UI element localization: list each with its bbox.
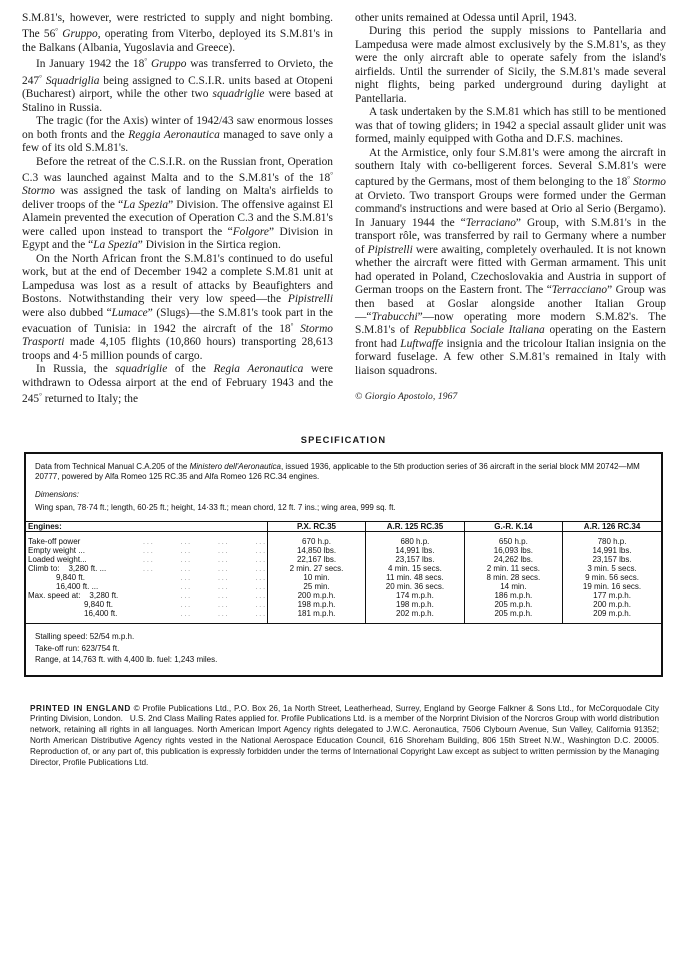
- engines-cell-1: 14,991 lbs.: [366, 546, 464, 555]
- engines-cell-2: 8 min. 28 secs.: [464, 573, 562, 582]
- engines-cell-2: 2 min. 11 secs.: [464, 564, 562, 573]
- leader-dots: ...: [180, 600, 192, 610]
- engines-column-header-2: G.-R. K.14: [464, 522, 562, 532]
- engines-cell-2: 186 m.p.h.: [464, 591, 562, 600]
- engines-table-row: [26, 546, 661, 555]
- article-body: [22, 12, 665, 407]
- engines-table-row: [26, 573, 661, 582]
- engines-cell-1: 20 min. 36 secs.: [366, 582, 464, 591]
- leader-dots: ...: [255, 546, 267, 556]
- leader-dots: ...: [217, 573, 230, 583]
- paragraph: The tragic (for the Axis) winter of 1942/43 saw enormous losses on both fronts and the Reggia Aeronautica managed to save only a few of its old S.M.81's.: [22, 115, 333, 155]
- engines-cell-2: 16,093 lbs.: [464, 546, 562, 555]
- engines-row-label: [26, 591, 267, 600]
- leader-dots: ...: [180, 546, 192, 556]
- engines-row-label-text: Loaded weight...: [28, 555, 87, 565]
- engines-cell-0: 2 min. 27 secs.: [267, 564, 365, 573]
- leader-dots: ...: [255, 591, 267, 601]
- engines-row-label: [26, 582, 267, 591]
- engines-cell-3: 3 min. 5 secs.: [563, 564, 661, 573]
- engines-row-label-text: Max. speed at: 3,280 ft.: [28, 591, 119, 601]
- engines-cell-0: 10 min.: [267, 573, 365, 582]
- engines-row-label-header: Engines:: [26, 522, 267, 532]
- printed-body: © Profile Publications Ltd., P.O. Box 26, 1a North Street, Leatherhead, Surrey, England by George Falkner & Sons Ltd., for McCorquodale City Printing Division, London. U.S. 2nd Class Mailing Rates applied for. Profile Publications Ltd. is a member of the Norprint Division of the Norcros Group with world distribution network, retaining all rights in all languages. North American Import Agency rights delegated to J.W.C. Aeronautica, 7506 Clybourn Avenue, Sun Valley, California 91352; North American Distributive Agency rights vested in the National Aerospace Education Council, 616 Shoreham Building, 806 15th Street N.W., Washington D.C. 20005. Reproduction of, or any part of, this publication is expressly forbidden under the terms of International Copyright Law except as subject to written permission by the Managing Director, Profile Publications Ltd.: [30, 703, 659, 767]
- engines-cell-1: 198 m.p.h.: [366, 600, 464, 609]
- engines-table: [26, 521, 661, 623]
- author-credit: © Giorgio Apostolo, 1967: [355, 391, 458, 403]
- leader-dots: ...: [142, 564, 155, 574]
- engines-cell-1: 174 m.p.h.: [366, 591, 464, 600]
- engines-cell-0: 22,167 lbs.: [267, 555, 365, 564]
- engines-cell-2: 14 min.: [464, 582, 562, 591]
- engines-cell-2: 24,262 lbs.: [464, 555, 562, 564]
- engines-cell-2: 650 h.p.: [464, 532, 562, 547]
- paragraph: A task undertaken by the S.M.81 which has still to be mentioned was that of towing gliders; in 1942 a special assault glider unit was formed, mainly equipped with Gotha and D.F.S. machines.: [355, 106, 666, 146]
- engines-row-label: [26, 546, 267, 555]
- engines-cell-1: 23,157 lbs.: [366, 555, 464, 564]
- engines-cell-1: 4 min. 15 secs.: [366, 564, 464, 573]
- engines-row-label: [26, 532, 267, 547]
- paragraph: S.M.81's, however, were restricted to supply and night bombing. The 56° Gruppo, operating from Viterbo, deployed its S.M.81's in the Balkans (Albania, Yugoslavia and Greece).: [22, 12, 333, 54]
- footnote: Stalling speed: 52/54 m.p.h.: [35, 632, 135, 642]
- engines-row-label: [26, 609, 267, 623]
- leader-dots: ...: [142, 537, 155, 547]
- engines-table-row: [26, 582, 661, 591]
- paragraph: other units remained at Odessa until April, 1943.: [355, 12, 577, 24]
- engines-table-row: [26, 591, 661, 600]
- leader-dots: ...: [255, 564, 267, 574]
- leader-dots: ...: [180, 582, 192, 592]
- engines-column-header-0: P.X. RC.35: [267, 522, 365, 532]
- printed-in-england-footer: [30, 704, 659, 769]
- engines-table-row: [26, 532, 661, 547]
- leader-dots: ...: [180, 573, 192, 583]
- paragraph: In January 1942 the 18° Gruppo was transferred to Orvieto, the 247° Squadriglia being assigned to C.S.I.R. units based at Otopeni (Bucharest) airport, while the other two squadriglie were based at Stalino in Russia.: [22, 57, 333, 114]
- engines-cell-2: 205 m.p.h.: [464, 609, 562, 623]
- engines-cell-3: 177 m.p.h.: [563, 591, 661, 600]
- leader-dots: ...: [180, 609, 192, 619]
- engines-row-label: [26, 573, 267, 582]
- specification-footnotes: [26, 623, 661, 674]
- leader-dots: ...: [180, 555, 192, 565]
- dimensions-values: Wing span, 78·74 ft.; length, 60·25 ft.; height, 14·33 ft.; mean chord, 12 ft. 7 ins.; wing area, 999 sq. ft.: [35, 502, 396, 512]
- engines-row-label-text: Climb to: 3,280 ft. ...: [28, 564, 107, 574]
- printed-lead: PRINTED IN ENGLAND: [30, 703, 131, 713]
- engines-cell-3: 200 m.p.h.: [563, 600, 661, 609]
- engines-row-label-text: Empty weight ...: [28, 546, 85, 556]
- engines-cell-3: 19 min. 16 secs.: [563, 582, 661, 591]
- leader-dots: ...: [180, 537, 192, 547]
- leader-dots: ...: [217, 537, 230, 547]
- leader-dots: ...: [217, 600, 230, 610]
- specification-intro: [26, 454, 661, 522]
- engines-row-label: [26, 564, 267, 573]
- leader-dots: ...: [217, 546, 230, 556]
- engines-row-label: [26, 600, 267, 609]
- leader-dots: ...: [255, 582, 267, 592]
- paragraph: In Russia, the squadriglie of the Regia Aeronautica were withdrawn to Odessa airport at the end of February 1943 and the 245° returned to Italy; the: [22, 363, 333, 406]
- article-column-right: [355, 12, 666, 402]
- specification-heading: SPECIFICATION: [300, 434, 387, 445]
- paragraph: On the North African front the S.M.81's continued to do useful work, but at the end of December 1942 a complete S.M.81 unit at Lampedusa was lost as a result of attacks by Beaufighters and Bostons. Notwithstanding their very low speed—the Pipistrelli were also dubbed “Lumace” (Slugs)—the S.M.81's took part in the evacuation of Tunisia: in 1942 the aircraft of the 18° Stormo Trasporti made 4,105 flights (10,860 hours) transporting 28,613 troops and 4·5 million pounds of cargo.: [22, 252, 333, 362]
- engines-cell-0: 670 h.p.: [267, 532, 365, 547]
- leader-dots: ...: [255, 555, 267, 565]
- engines-cell-3: 209 m.p.h.: [563, 609, 661, 623]
- engines-row-label-text: 9,840 ft.: [84, 600, 113, 610]
- engines-row-label: [26, 555, 267, 564]
- engines-cell-0: 181 m.p.h.: [267, 609, 365, 623]
- engines-row-label-text: Take-off power: [28, 537, 81, 547]
- leader-dots: ...: [217, 555, 230, 565]
- engines-cell-0: 14,850 lbs.: [267, 546, 365, 555]
- leader-dots: ...: [217, 591, 230, 601]
- paragraph: Before the retreat of the C.S.I.R. on the Russian front, Operation C.3 was launched against Malta and to the S.M.81's of the 18° Stormo was assigned the task of landing on Malta's airfields to deliver troops of the “La Spezia” Division. The offensive against El Alamein prevented the execution of Operation C.3 and the S.M.81's were called upon instead to transport the “Folgore” Division in Egypt and the “La Spezia” Division in the Sirtica region.: [22, 155, 333, 252]
- specification-box: [24, 452, 663, 677]
- engines-cell-3: 14,991 lbs.: [563, 546, 661, 555]
- engines-cell-3: 780 h.p.: [563, 532, 661, 547]
- engines-table-head: [26, 522, 661, 532]
- engines-row-label-text: 9,840 ft.: [56, 573, 85, 583]
- engines-table-row: [26, 564, 661, 573]
- engines-table-row: [26, 600, 661, 609]
- leader-dots: ...: [255, 573, 267, 583]
- engines-table-body: [26, 532, 661, 624]
- leader-dots: ...: [255, 537, 267, 547]
- engines-row-label-text: 16,400 ft.: [84, 609, 118, 619]
- article-column-left: [22, 12, 333, 407]
- leader-dots: ...: [217, 582, 230, 592]
- dimensions-label: Dimensions:: [35, 489, 80, 499]
- engines-cell-3: 9 min. 56 secs.: [563, 573, 661, 582]
- engines-table-row: [26, 555, 661, 564]
- engines-table-row: [26, 609, 661, 623]
- footnote: Take-off run: 623/754 ft.: [35, 643, 120, 653]
- leader-dots: ...: [142, 546, 155, 556]
- specification-note: Data from Technical Manual C.A.205 of the Ministero dell'Aeronautica, issued 1936, applicable to the 5th production series of 36 aircraft in the serial block MM 20742—MM 20777, powered by Alfa Romeo 125 RC.35 and Alfa Romeo 126 RC.34 engines.: [35, 461, 640, 482]
- engines-row-label-text: 16,400 ft. ...: [56, 582, 99, 592]
- paragraph: At the Armistice, only four S.M.81's were among the aircraft in southern Italy with co-belligerent forces. Several S.M.81's were captured by the Germans, most of them belonging to the 18° Stormo at Orvieto. Two transport Groups were formed under the German command's instructions and were based at Orio al Serio (Bergamo). In January 1944 the “Terraciano” Group, with S.M.81's in the transport rôle, was transferred by rail to Germany where a number of Pipistrelli were awaiting, completely overhauled. It is not known whether the aircraft were fitted with German armament. This unit had operated in Poland, Czechoslovakia and Austria in support of German troops on the Eastern front. The “Terracciano” Group was then based at Goslar alongside another Italian Group—“Trabucchi”—now operating more modern S.M.82's. The S.M.81's of Repubblica Sociale Italiana operating on the Eastern front had Luftwaffe insignia and the tricolour Italian insignia on the forward fuselage. A few other S.M.81's remained in Italy with liaison squadrons.: [355, 146, 667, 377]
- leader-dots: ...: [180, 564, 192, 574]
- leader-dots: ...: [255, 609, 267, 619]
- engines-cell-0: 25 min.: [267, 582, 365, 591]
- leader-dots: ...: [217, 564, 230, 574]
- engines-cell-1: 680 h.p.: [366, 532, 464, 547]
- paragraph: During this period the supply missions to Pantellaria and Lampedusa were made almost exclusively by the S.M.81's, as they were the only aircraft able to operate safely from the island's airfields. Until the surrender of Sicily, the S.M.81's made several night flights, being parked underground during daylight at Pantellaria.: [355, 25, 666, 105]
- engines-column-header-1: A.R. 125 RC.35: [366, 522, 464, 532]
- engines-column-header-3: A.R. 126 RC.34: [563, 522, 661, 532]
- engines-cell-0: 198 m.p.h.: [267, 600, 365, 609]
- leader-dots: ...: [255, 600, 267, 610]
- engines-cell-2: 205 m.p.h.: [464, 600, 562, 609]
- engines-cell-1: 11 min. 48 secs.: [366, 573, 464, 582]
- leader-dots: ...: [217, 609, 230, 619]
- engines-cell-1: 202 m.p.h.: [366, 609, 464, 623]
- engines-cell-3: 23,157 lbs.: [563, 555, 661, 564]
- engines-cell-0: 200 m.p.h.: [267, 591, 365, 600]
- leader-dots: ...: [142, 555, 155, 565]
- footnote: Range, at 14,763 ft. with 4,400 lb. fuel: 1,243 miles.: [35, 655, 218, 665]
- engines-header-row: [26, 522, 661, 532]
- leader-dots: ...: [180, 591, 192, 601]
